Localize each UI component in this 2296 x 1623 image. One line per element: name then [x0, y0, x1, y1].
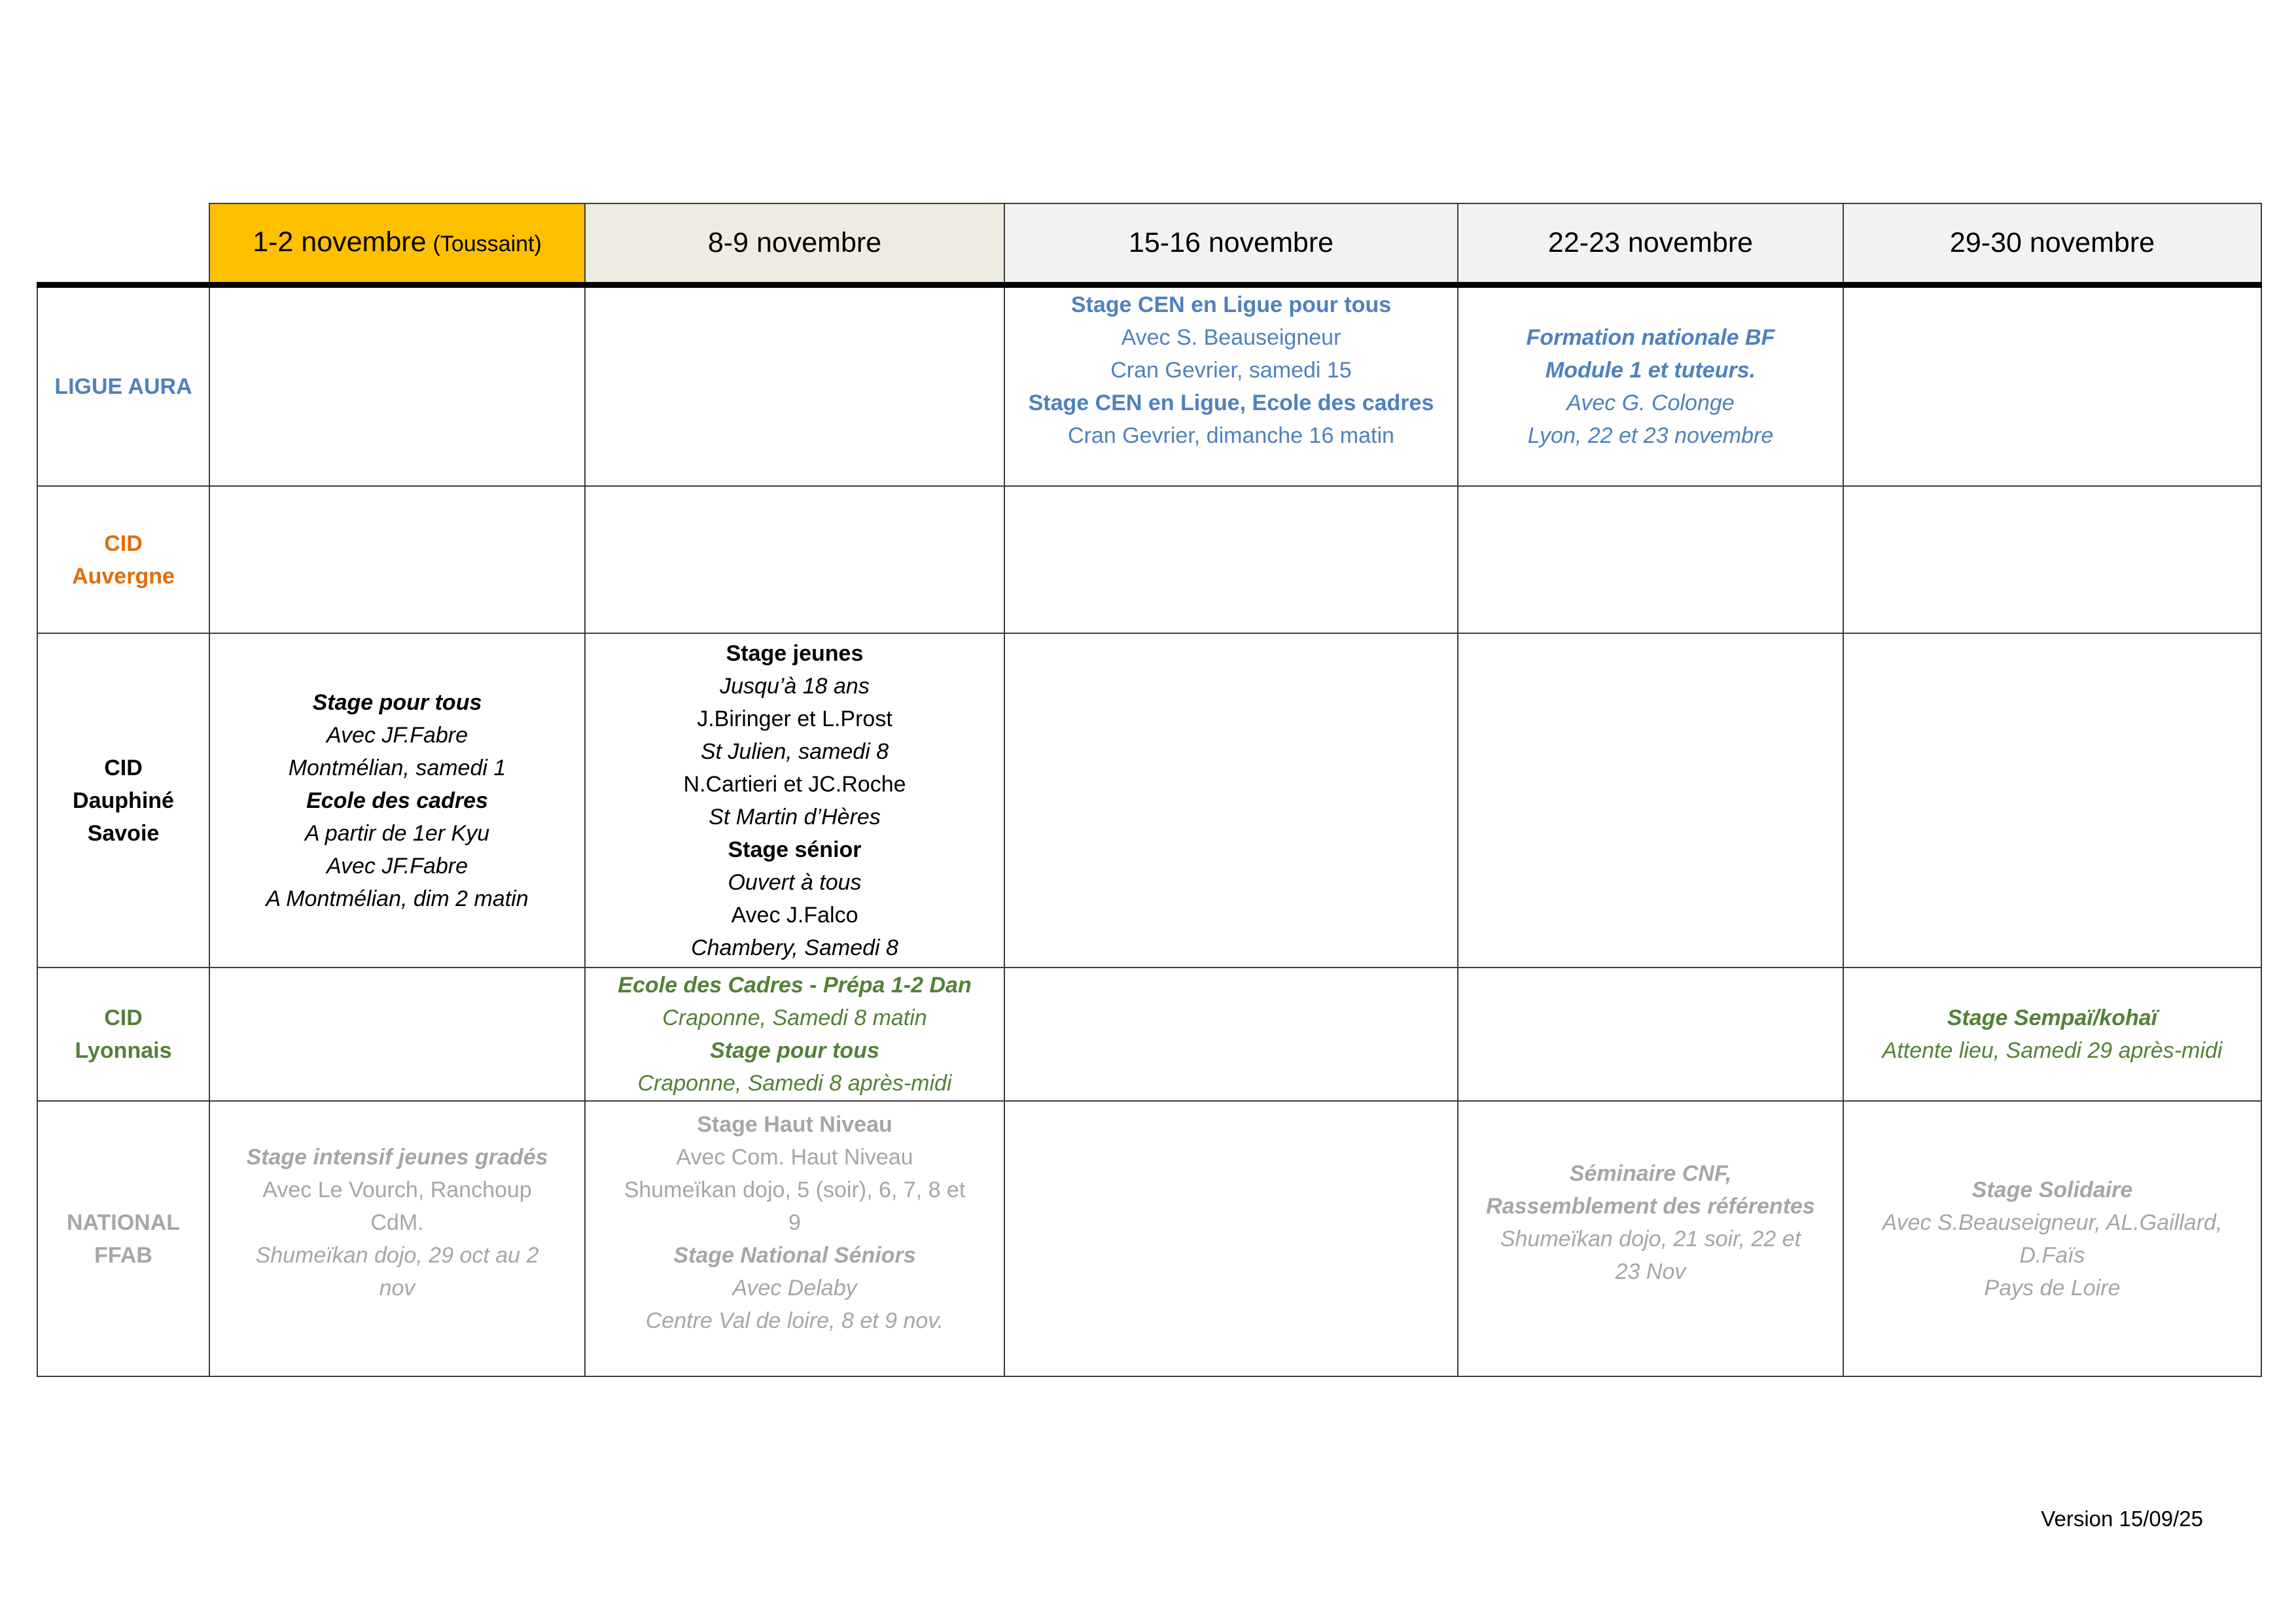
- event-detail: Jusqu’à 18 ans: [720, 673, 870, 699]
- event-cell-cid-dauphine-savoie-col1: [209, 633, 585, 968]
- empty-cell: [1004, 486, 1458, 633]
- row-label-cid-lyonnais: [37, 968, 209, 1101]
- empty-cell: [209, 968, 585, 1101]
- empty-cell: [209, 285, 585, 486]
- event-title: Stage pour tous: [710, 1038, 879, 1063]
- empty-cell: [1843, 633, 2261, 968]
- event-detail: Avec JF.Fabre: [326, 853, 468, 879]
- event-detail: Cran Gevrier, samedi 15: [1110, 357, 1352, 383]
- header-row: [37, 203, 2261, 285]
- event-title: Rassemblement des référentes: [1486, 1193, 1815, 1219]
- row-cid-dauphine-savoie: [37, 633, 2261, 968]
- event-cell-ligue-aura-col4: [1458, 285, 1843, 486]
- row-cid-auvergne: [37, 486, 2261, 633]
- corner-cell: [37, 203, 209, 285]
- event-title: Formation nationale BF: [1526, 324, 1775, 350]
- event-detail: Lyon, 22 et 23 novembre: [1527, 423, 1774, 448]
- column-header-note: (Toussaint): [433, 231, 542, 256]
- event-title: Stage intensif jeunes gradés: [246, 1144, 548, 1170]
- row-label-cid-dauphine-savoie: [37, 633, 209, 968]
- event-detail: Avec Le Vourch, Ranchoup: [262, 1177, 532, 1202]
- event-detail: Avec Delaby: [732, 1275, 857, 1300]
- column-header-3: [1004, 203, 1458, 285]
- event-title: Ecole des cadres: [306, 788, 488, 813]
- event-detail: Avec JF.Fabre: [326, 722, 468, 748]
- event-detail: CdM.: [370, 1210, 424, 1235]
- event-detail: Avec S.Beauseigneur, AL.Gaillard,: [1882, 1210, 2223, 1235]
- empty-cell: [585, 285, 1004, 486]
- event-cell-national-ffab-col4: [1458, 1101, 1843, 1376]
- row-label-text: NATIONAL: [66, 1210, 181, 1235]
- event-cell-national-ffab-col5: [1843, 1101, 2261, 1376]
- event-title: Stage jeunes: [726, 640, 864, 666]
- event-title: Stage Solidaire: [1971, 1177, 2133, 1202]
- row-label-text: CID: [104, 531, 143, 556]
- row-label-text: Savoie: [87, 820, 160, 846]
- row-label-text: LIGUE AURA: [54, 374, 192, 399]
- event-detail: D.Faïs: [2019, 1242, 2085, 1268]
- row-label-text: Auvergne: [72, 563, 175, 589]
- event-detail: St Martin d’Hères: [709, 804, 881, 829]
- row-national-ffab: [37, 1101, 2261, 1376]
- event-cell-cid-lyonnais-col2: [585, 968, 1004, 1101]
- empty-cell: [1843, 285, 2261, 486]
- event-detail: Craponne, Samedi 8 après-midi: [637, 1071, 952, 1096]
- empty-cell: [209, 486, 585, 633]
- event-detail: St Julien, samedi 8: [700, 739, 889, 764]
- column-header-4: [1458, 203, 1843, 285]
- column-header-dates: 8-9 novembre: [707, 227, 882, 259]
- event-title: Stage CEN en Ligue pour tous: [1070, 292, 1392, 317]
- event-title: Séminaire CNF,: [1569, 1161, 1732, 1186]
- event-detail: Ouvert à tous: [728, 869, 862, 895]
- row-label-text: Dauphiné: [73, 788, 174, 813]
- row-label-national-ffab: [37, 1101, 209, 1376]
- row-ligue-aura: [37, 285, 2261, 486]
- row-label-cid-auvergne: [37, 486, 209, 633]
- empty-cell: [1004, 968, 1458, 1101]
- event-detail: A partir de 1er Kyu: [304, 820, 490, 846]
- event-cell-cid-lyonnais-col5: [1843, 968, 2261, 1101]
- event-detail: nov: [379, 1275, 415, 1300]
- event-cell-national-ffab-col2: [585, 1101, 1004, 1376]
- column-header-2: [585, 203, 1004, 285]
- event-detail: Chambery, Samedi 8: [691, 935, 898, 960]
- event-detail: Shumeïkan dojo, 21 soir, 22 et: [1500, 1226, 1801, 1251]
- event-detail: J.Biringer et L.Prost: [697, 706, 892, 731]
- event-detail: Montmélian, samedi 1: [288, 755, 506, 780]
- event-title: Stage sénior: [728, 837, 862, 862]
- event-title: Stage National Séniors: [673, 1242, 916, 1268]
- empty-cell: [1458, 633, 1843, 968]
- event-detail: 23 Nov: [1615, 1259, 1686, 1284]
- event-detail: Shumeïkan dojo, 29 oct au 2: [255, 1242, 539, 1268]
- event-detail: Pays de Loire: [1984, 1275, 2121, 1300]
- row-label-text: FFAB: [94, 1242, 152, 1268]
- event-cell-national-ffab-col1: [209, 1101, 585, 1376]
- version-label: Version 15/09/25: [2041, 1507, 2203, 1531]
- event-detail: Attente lieu, Samedi 29 après-midi: [1882, 1038, 2223, 1063]
- event-detail: Craponne, Samedi 8 matin: [662, 1005, 927, 1030]
- event-detail: A Montmélian, dim 2 matin: [266, 886, 529, 911]
- row-label-text: Lyonnais: [75, 1038, 172, 1063]
- empty-cell: [1004, 1101, 1458, 1376]
- column-header-5: [1843, 203, 2261, 285]
- event-detail: Avec S. Beauseigneur: [1121, 324, 1341, 350]
- event-title: Stage pour tous: [312, 689, 482, 715]
- event-title: Stage Sempaï/kohaï: [1947, 1005, 2158, 1030]
- event-title: Module 1 et tuteurs.: [1545, 357, 1756, 383]
- row-label-text: CID: [104, 755, 143, 780]
- event-detail: Avec J.Falco: [731, 902, 858, 928]
- event-detail: 9: [788, 1210, 801, 1235]
- event-detail: Avec Com. Haut Niveau: [676, 1144, 913, 1170]
- event-cell-cid-dauphine-savoie-col2: [585, 633, 1004, 968]
- empty-cell: [1004, 633, 1458, 968]
- column-header-dates: 22-23 novembre: [1547, 227, 1754, 259]
- column-header-1: [209, 203, 585, 285]
- event-title: Ecole des Cadres - Prépa 1-2 Dan: [618, 973, 972, 998]
- event-detail: Avec G. Colonge: [1566, 390, 1735, 415]
- column-header-dates: 1-2 novembre: [253, 226, 427, 258]
- empty-cell: [1843, 486, 2261, 633]
- event-detail: N.Cartieri et JC.Roche: [683, 771, 906, 797]
- event-cell-ligue-aura-col3: [1004, 285, 1458, 486]
- event-title: Stage Haut Niveau: [697, 1111, 892, 1137]
- event-detail: Centre Val de loire, 8 et 9 nov.: [645, 1308, 944, 1333]
- event-detail: Shumeïkan dojo, 5 (soir), 6, 7, 8 et: [624, 1177, 966, 1202]
- row-label-ligue-aura: [37, 285, 209, 486]
- schedule-body: [37, 285, 2261, 1376]
- november-schedule-table: [37, 203, 2262, 1377]
- row-label-text: CID: [104, 1005, 143, 1030]
- event-title: Stage CEN en Ligue, Ecole des cadres: [1028, 390, 1434, 415]
- column-header-dates: 29-30 novembre: [1949, 227, 2155, 259]
- column-header-dates: 15-16 novembre: [1128, 227, 1334, 259]
- row-cid-lyonnais: [37, 968, 2261, 1101]
- empty-cell: [1458, 486, 1843, 633]
- event-detail: Cran Gevrier, dimanche 16 matin: [1068, 423, 1394, 448]
- empty-cell: [1458, 968, 1843, 1101]
- empty-cell: [585, 486, 1004, 633]
